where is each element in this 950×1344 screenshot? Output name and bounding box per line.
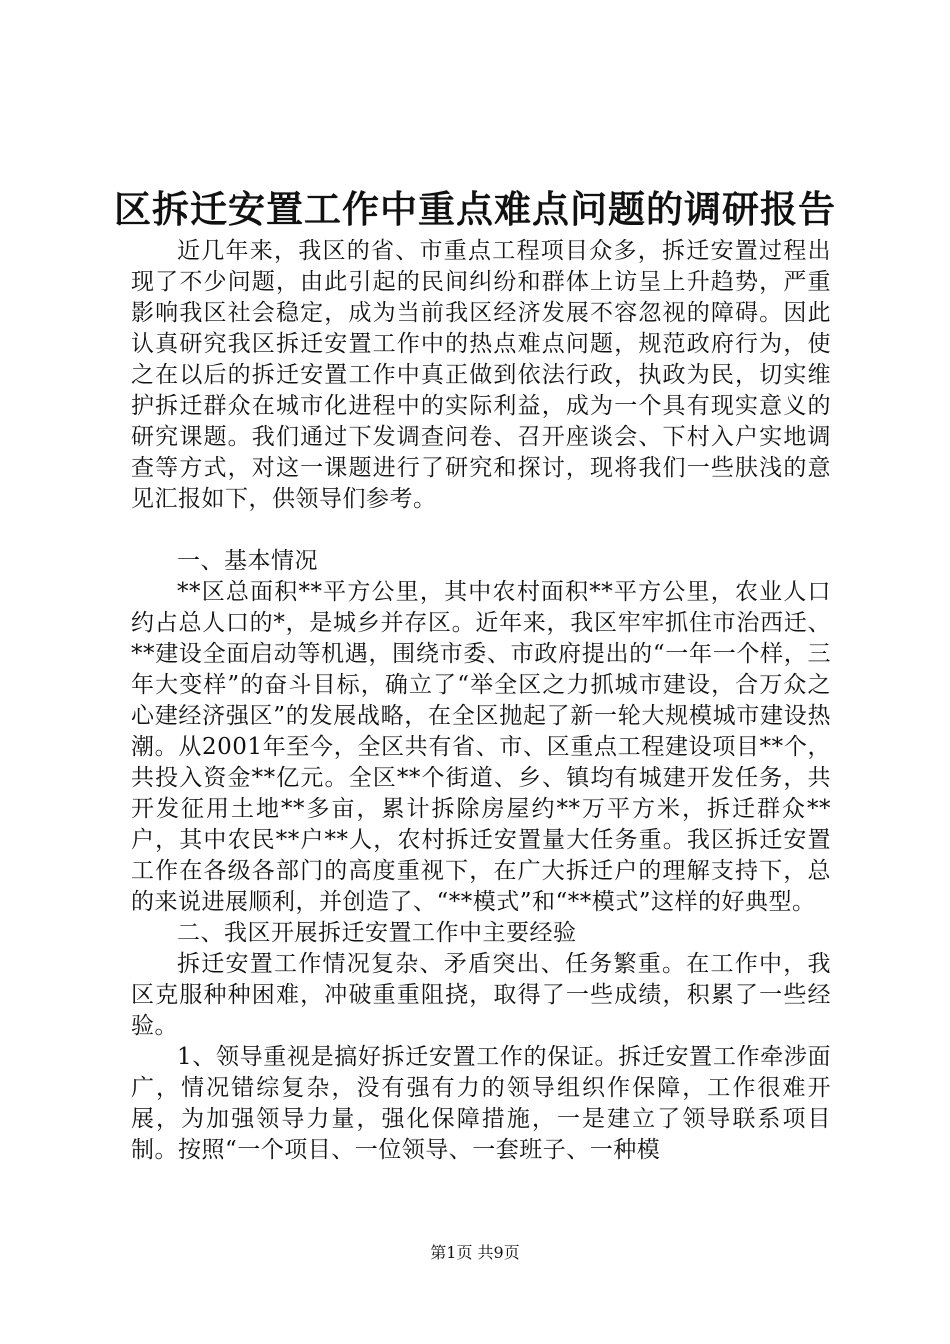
document-body <box>131 236 831 1166</box>
section-heading-experience: 二、我区开展拆迁安置工作中主要经验 <box>177 920 577 946</box>
paragraph-intro: 近几年来，我区的省、市重点工程项目众多，拆迁安置过程出现了不少问题，由此引起的民间纠纷和群体上访呈上升趋势，严重影响我区社会稳定，成为当前我区经济发展不容忽视的障碍。因此认真研究我区拆迁安置工作中的热点难点问题，规范政府行为，使之在以后的拆迁安置工作中真正做到依法行政，执政为民，切实维护拆迁群众在城市化进程中的实际利益，成为一个具有现实意义的研究课题。我们通过下发调查问卷、召开座谈会、下村入户实地调查等方式，对这一课题进行了研究和探讨，现将我们一些肤浅的意见汇报如下，供领导们参考。 <box>131 238 831 512</box>
page-footer: 第1页 共9页 <box>430 1243 520 1262</box>
paragraph-experience: 拆迁安置工作情况复杂、矛盾突出、任务繁重。在工作中，我区克服种种困难，冲破重重阻挠，取得了一些成绩，积累了一些经验。 <box>131 951 831 1039</box>
section-heading-basic: 一、基本情况 <box>177 548 318 574</box>
paragraph-basic: **区总面积**平方公里，其中农村面积**平方公里，农业人口约占总人口的*，是城乡并存区。近年来，我区牢牢抓住市治西迁、**建设全面启动等机遇，围绕市委、市政府提出的“一年一个样，三年大变样”的奋斗目标，确立了“举全区之力抓城市建设，合万众之心建经济强区”的发展战略，在全区抛起了新一轮大规模城市建设热潮。从2001年至今，全区共有省、市、区重点工程建设项目**个，共投入资金**亿元。全区**个街道、乡、镇均有城建开发任务，共开发征用土地**多亩，累计拆除房屋约**万平方米，拆迁群众**户，其中农民**户**人，农村拆迁安置量大任务重。我区拆迁安置工作在各级各部门的高度重视下，在广大拆迁户的理解支持下，总的来说进展顺利，并创造了、“**模式”和“**模式”这样的好典型。 <box>131 579 831 915</box>
paragraph-leadership: 1、领导重视是搞好拆迁安置工作的保证。拆迁安置工作牵涉面广，情况错综复杂，没有强有力的领导组织作保障，工作很难开展，为加强领导力量，强化保障措施，一是建立了领导联系项目制。按照“一个项目、一位领导、一套班子、一种模 <box>131 1044 831 1163</box>
document-title: 区拆迁安置工作中重点难点问题的调研报告 <box>114 187 836 231</box>
